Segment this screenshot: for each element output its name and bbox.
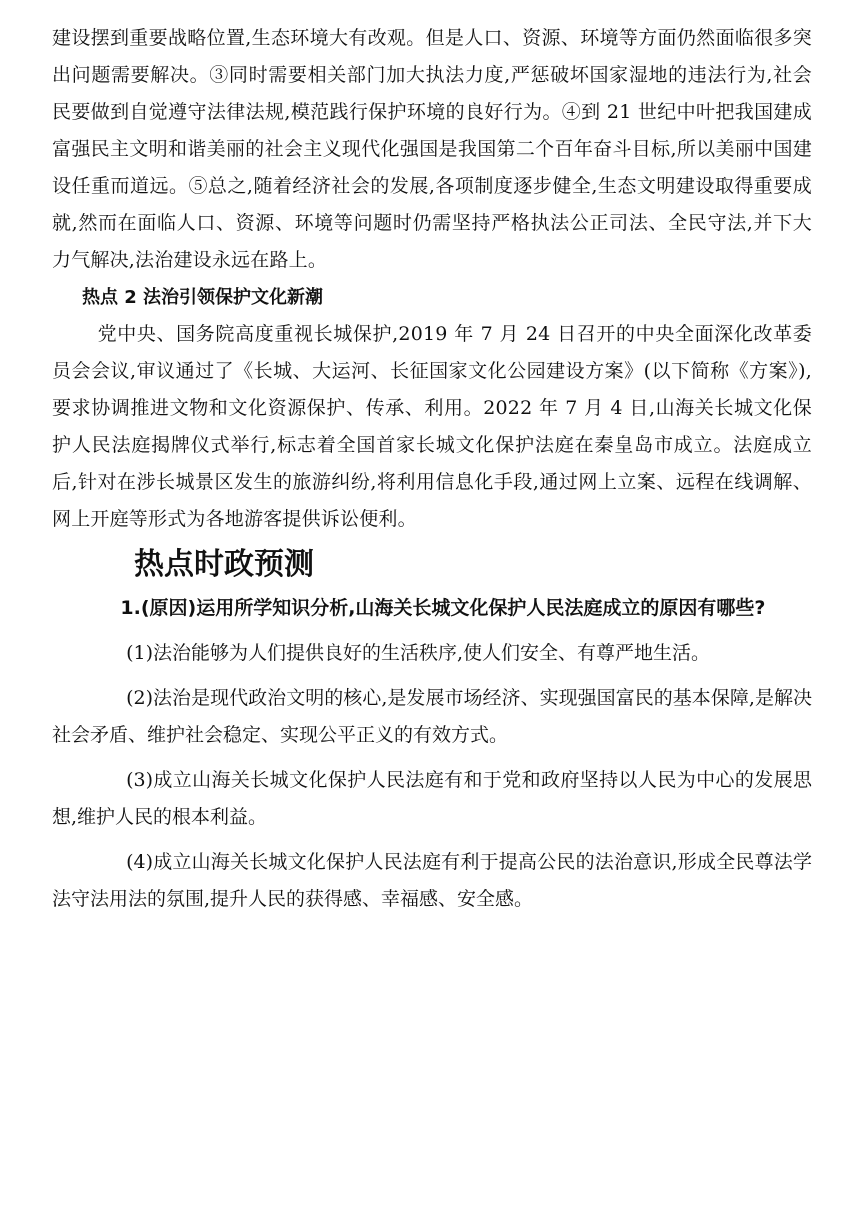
answer-4: (4)成立山海关长城文化保护人民法庭有利于提高公民的法治意识,形成全民尊法学法守法用法的氛围,提升人民的获得感、幸福感、安全感。 <box>52 851 812 910</box>
spacer <box>52 627 812 635</box>
hotspot-body: 党中央、国务院高度重视长城保护,2019 年 7 月 24 日召开的中央全面深化改革委员会会议,审议通过了《长城、大运河、长征国家文化公园建设方案》(以下简称《方案》),要求协调推进文物和文化资源保护、传承、利用。2022 年 7 月 4 日,山海关长城文化保护人民法庭揭牌仪式举行,标志着全国首家长城文化保护法庭在秦皇岛市成立。法庭成立后,针对在涉长城景区发生的旅游纠纷,将利用信息化手段,通过网上立案、远程在线调解、网上开庭等形式为各地游客提供诉讼便利。 <box>52 323 812 530</box>
question-1: 1.(原因)运用所学知识分析,山海关长城文化保护人民法庭成立的原因有哪些? <box>120 597 766 619</box>
answer-3: (3)成立山海关长城文化保护人民法庭有和于党和政府坚持以人民为中心的发展思想,维护人民的根本利益。 <box>52 769 812 828</box>
spacer <box>52 754 812 762</box>
hotspot-title: 热点 2 法治引领保护文化新潮 <box>82 287 324 308</box>
prediction-heading: 热点时政预测 <box>134 547 314 582</box>
spacer <box>52 672 812 680</box>
intro-paragraph: 建设摆到重要战略位置,生态环境大有改观。但是人口、资源、环境等方面仍然面临很多突出问题需要解决。③同时需要相关部门加大执法力度,严惩破坏国家湿地的违法行为,社会民要做到自觉遵守法律法规,模范践行保护环境的良好行为。④到 21 世纪中叶把我国建成富强民主文明和谐美丽的社会主义现代化强国是我国第二个百年奋斗目标,所以美丽中国建设任重而道远。⑤总之,随着经济社会的发展,各项制度逐步健全,生态文明建设取得重要成就,然而在面临人口、资源、环境等问题时仍需坚持严格执法公正司法、全民守法,并下大力气解决,法治建设永远在路上。 <box>52 27 812 271</box>
answer-1: (1)法治能够为人们提供良好的生活秩序,使人们安全、有尊严地生活。 <box>126 642 711 664</box>
document-page <box>52 20 812 918</box>
answer-2: (2)法治是现代政治文明的核心,是发展市场经济、实现强国富民的基本保障,是解决社会矛盾、维护社会稳定、实现公平正义的有效方式。 <box>52 687 812 746</box>
spacer <box>52 836 812 844</box>
